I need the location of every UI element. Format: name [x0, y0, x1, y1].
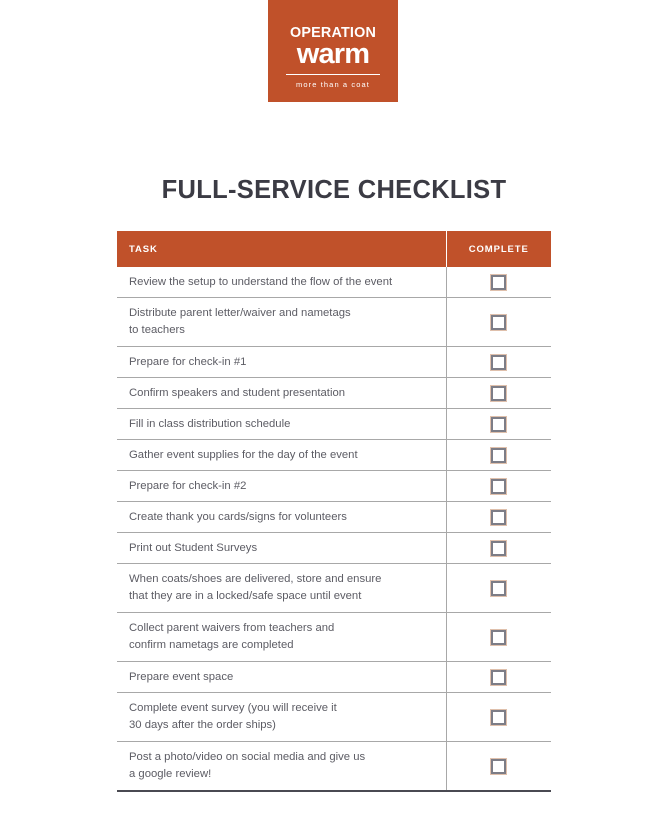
complete-checkbox[interactable] — [491, 759, 506, 774]
task-text-line: Prepare for check-in #2 — [129, 479, 247, 492]
complete-checkbox[interactable] — [491, 315, 506, 330]
task-cell — [117, 662, 446, 693]
complete-cell — [446, 440, 551, 471]
task-text-line: Distribute parent letter/waiver and nametags — [129, 307, 351, 319]
table-row — [117, 409, 551, 440]
complete-cell — [446, 502, 551, 533]
task-text-line: Confirm speakers and student presentation — [129, 386, 346, 399]
complete-cell — [446, 533, 551, 564]
table-row — [117, 347, 551, 378]
column-header-complete: COMPLETE — [446, 231, 551, 267]
task-cell — [117, 298, 446, 347]
task-cell — [117, 533, 446, 564]
complete-checkbox[interactable] — [491, 630, 506, 645]
logo-word-operation: OPERATION — [289, 25, 377, 41]
table-row — [117, 267, 551, 298]
task-cell — [117, 564, 446, 613]
task-cell — [117, 409, 446, 440]
complete-cell — [446, 378, 551, 409]
task-text-line: Collect parent waivers from teachers and — [129, 622, 335, 634]
complete-checkbox[interactable] — [491, 275, 506, 290]
task-text-line: Fill in class distribution schedule — [129, 417, 291, 430]
table-row — [117, 440, 551, 471]
complete-checkbox[interactable] — [491, 581, 506, 596]
task-cell — [117, 613, 446, 662]
table-row — [117, 613, 551, 662]
task-text-line: to teachers — [129, 324, 185, 336]
complete-checkbox[interactable] — [491, 510, 506, 525]
task-text-line: Create thank you cards/signs for volunteers — [129, 510, 347, 523]
table-row — [117, 471, 551, 502]
complete-checkbox[interactable] — [491, 355, 506, 370]
complete-cell — [446, 267, 551, 298]
table-row — [117, 298, 551, 347]
complete-cell — [446, 564, 551, 613]
table-row — [117, 662, 551, 693]
task-text-line: When coats/shoes are delivered, store and ensure — [129, 573, 382, 585]
task-cell — [117, 502, 446, 533]
table-row — [117, 502, 551, 533]
task-text-line: a google review! — [129, 768, 212, 780]
task-cell — [117, 267, 446, 298]
task-text-line: Prepare for check-in #1 — [129, 355, 247, 368]
complete-cell — [446, 693, 551, 742]
complete-cell — [446, 471, 551, 502]
complete-cell — [446, 613, 551, 662]
task-cell — [117, 440, 446, 471]
table-header-row — [117, 231, 551, 267]
complete-checkbox[interactable] — [491, 386, 506, 401]
task-text-line: Gather event supplies for the day of the event — [129, 448, 358, 461]
complete-checkbox[interactable] — [491, 417, 506, 432]
task-text-line: Print out Student Surveys — [129, 541, 258, 554]
complete-checkbox[interactable] — [491, 710, 506, 725]
complete-cell — [446, 409, 551, 440]
task-text-line: confirm nametags are completed — [129, 639, 294, 651]
logo-word-warm: warm — [296, 38, 370, 70]
complete-cell — [446, 742, 551, 792]
column-header-task: TASK — [117, 231, 446, 267]
complete-checkbox[interactable] — [491, 670, 506, 685]
complete-cell — [446, 662, 551, 693]
task-text-line: Review the setup to understand the flow of the event — [129, 275, 393, 288]
table-row — [117, 533, 551, 564]
complete-cell — [446, 347, 551, 378]
operation-warm-logo — [268, 0, 398, 102]
full-service-checklist-table — [117, 231, 551, 792]
table-row — [117, 564, 551, 613]
logo-inner — [268, 26, 398, 89]
complete-checkbox[interactable] — [491, 448, 506, 463]
table-row — [117, 693, 551, 742]
task-text-line: Post a photo/video on social media and give us — [129, 751, 366, 763]
complete-checkbox[interactable] — [491, 541, 506, 556]
task-text-line: 30 days after the order ships) — [129, 719, 276, 731]
task-text-line: Complete event survey (you will receive it — [129, 702, 337, 714]
table-row — [117, 742, 551, 792]
page-title: FULL-SERVICE CHECKLIST — [161, 176, 507, 204]
table-header — [117, 231, 551, 267]
logo-divider-rule — [286, 74, 380, 75]
task-text-line: Prepare event space — [129, 670, 234, 683]
table-body — [117, 267, 551, 791]
table-row — [117, 378, 551, 409]
task-cell — [117, 471, 446, 502]
task-cell — [117, 347, 446, 378]
logo-tagline: more than a coat — [296, 80, 370, 89]
task-cell — [117, 742, 446, 792]
task-cell — [117, 693, 446, 742]
task-text-line: that they are in a locked/safe space until event — [129, 590, 362, 602]
complete-checkbox[interactable] — [491, 479, 506, 494]
complete-cell — [446, 298, 551, 347]
task-cell — [117, 378, 446, 409]
